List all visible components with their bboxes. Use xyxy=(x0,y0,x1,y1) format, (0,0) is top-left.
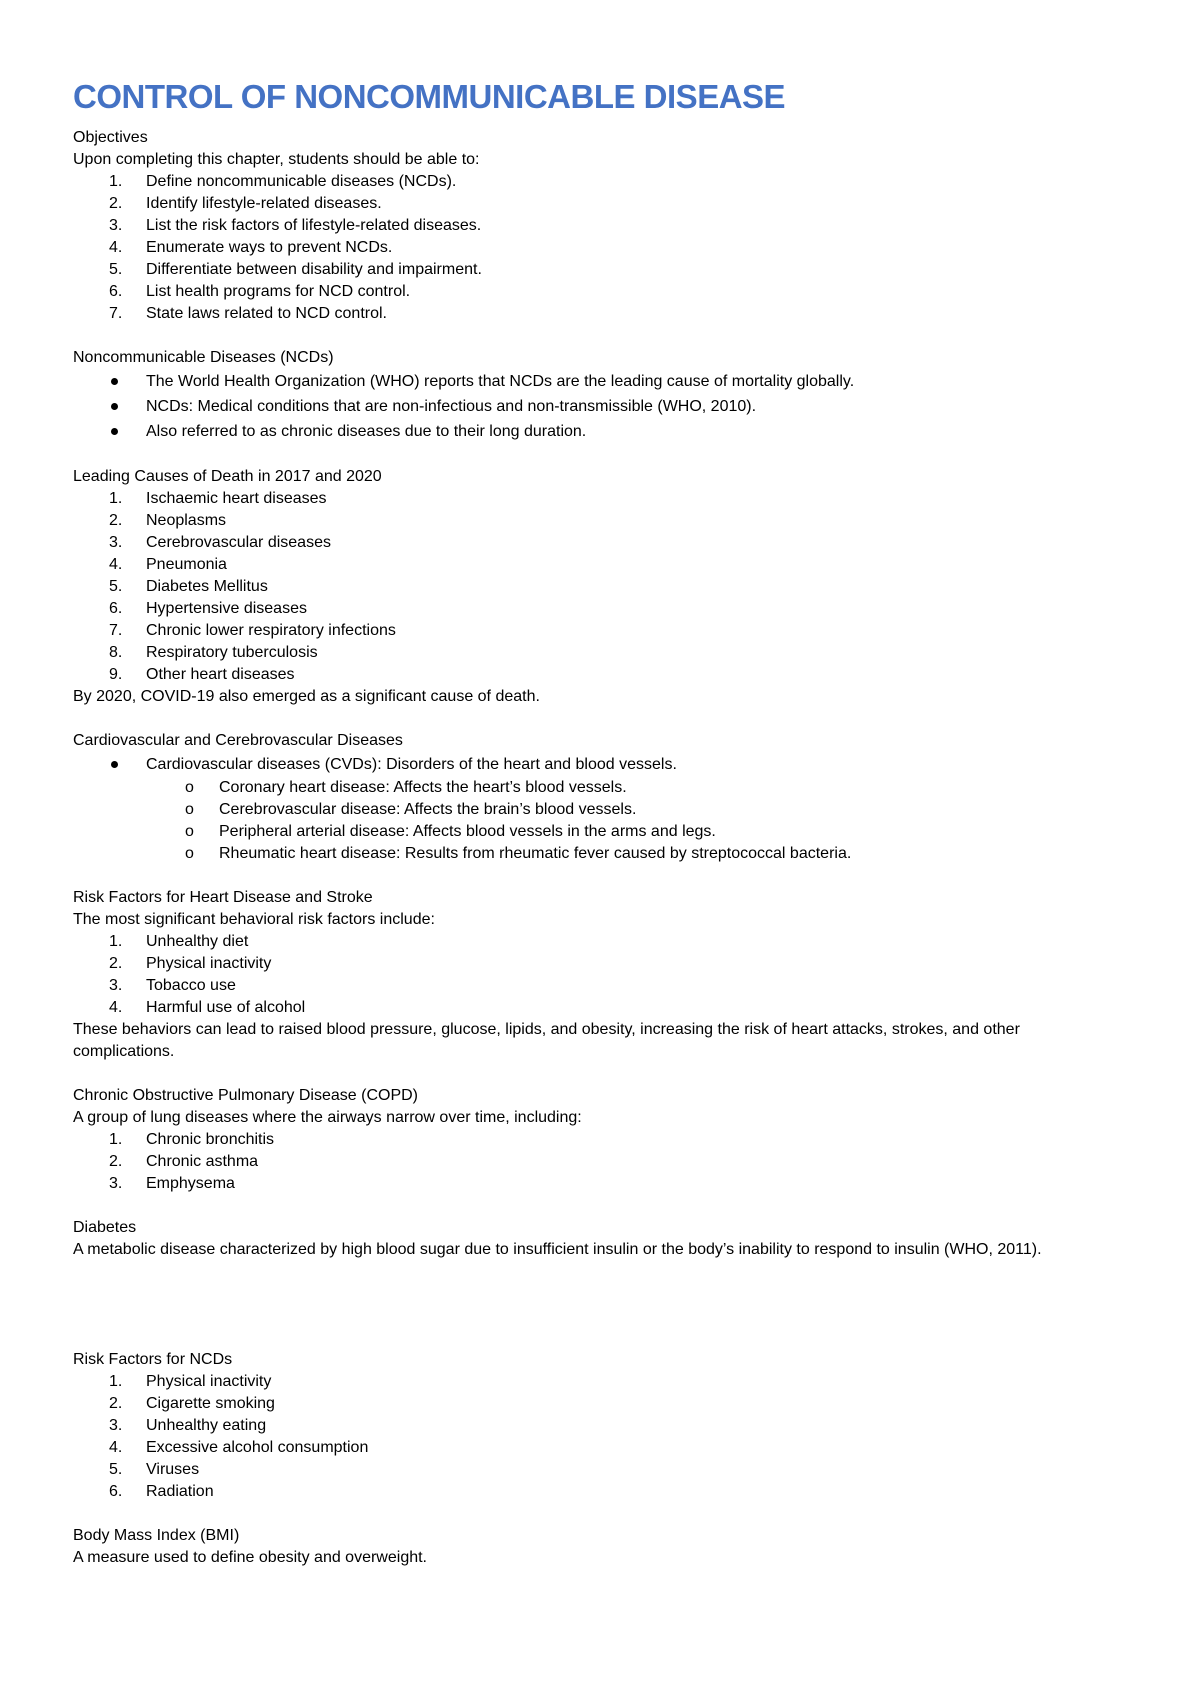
diabetes-heading: Diabetes xyxy=(73,1219,137,1236)
list-text: Tobacco use xyxy=(146,977,236,994)
list-text: List health programs for NCD control. xyxy=(146,283,411,300)
list-text: Emphysema xyxy=(146,1175,235,1192)
list-item xyxy=(73,510,1133,532)
list-item xyxy=(73,193,1133,215)
list-number: 4. xyxy=(109,239,123,256)
cardio-heading: Cardiovascular and Cerebrovascular Diseases xyxy=(73,732,403,749)
list-number: 7. xyxy=(109,622,123,639)
list-item xyxy=(73,1437,1133,1459)
list-text: Chronic lower respiratory infections xyxy=(146,622,396,639)
list-item xyxy=(73,215,1133,237)
risk-ncd-list xyxy=(73,1371,1133,1503)
circle-bullet-icon: o xyxy=(185,823,194,840)
spacer xyxy=(73,865,1133,887)
list-text: Respiratory tuberculosis xyxy=(146,644,318,661)
circle-bullet-icon: o xyxy=(185,801,194,818)
cardio-sub-list xyxy=(73,777,1133,865)
list-text: Unhealthy diet xyxy=(146,933,249,950)
circle-bullet-icon: o xyxy=(185,845,194,862)
list-text: Hypertensive diseases xyxy=(146,600,307,617)
list-text: Radiation xyxy=(146,1483,214,1500)
list-text: State laws related to NCD control. xyxy=(146,305,387,322)
sub-bullet-text: Coronary heart disease: Affects the heart’s blood vessels. xyxy=(219,779,627,796)
ncds-heading: Noncommunicable Diseases (NCDs) xyxy=(73,349,334,366)
spacer xyxy=(73,1063,1133,1085)
sub-bullet-text: Rheumatic heart disease: Results from rheumatic fever caused by streptococcal bacteria. xyxy=(219,845,852,862)
list-item xyxy=(73,171,1133,193)
leading-causes-note: By 2020, COVID-19 also emerged as a significant cause of death. xyxy=(73,688,540,705)
list-text: List the risk factors of lifestyle-related diseases. xyxy=(146,217,482,234)
diabetes-text: A metabolic disease characterized by high blood sugar due to insufficient insulin or the body’s inability to respond to insulin (WHO, 2011). xyxy=(73,1241,1042,1258)
bullet-dot-icon xyxy=(111,761,118,768)
list-number: 2. xyxy=(109,1153,123,1170)
list-item xyxy=(73,237,1133,259)
list-item xyxy=(73,598,1133,620)
list-text: Harmful use of alcohol xyxy=(146,999,306,1016)
list-text: Other heart diseases xyxy=(146,666,295,683)
list-number: 2. xyxy=(109,512,123,529)
list-item xyxy=(73,1415,1133,1437)
spacer xyxy=(73,325,1133,347)
list-item xyxy=(73,1129,1133,1151)
list-text: Pneumonia xyxy=(146,556,227,573)
list-item xyxy=(73,642,1133,664)
sub-bullet-item xyxy=(73,777,1133,799)
list-number: 1. xyxy=(109,1373,123,1390)
list-number: 8. xyxy=(109,644,123,661)
leading-causes-heading: Leading Causes of Death in 2017 and 2020 xyxy=(73,468,382,485)
list-text: Cigarette smoking xyxy=(146,1395,275,1412)
list-number: 3. xyxy=(109,217,123,234)
copd-heading: Chronic Obstructive Pulmonary Disease (COPD) xyxy=(73,1087,418,1104)
spacer xyxy=(73,1503,1133,1525)
sub-bullet-item xyxy=(73,821,1133,843)
document-page xyxy=(73,80,1133,1569)
risk-heart-note: These behaviors can lead to raised blood pressure, glucose, lipids, and obesity, increasing the risk of heart attacks, strokes, and other complications. xyxy=(73,1021,1020,1060)
bmi-heading: Body Mass Index (BMI) xyxy=(73,1527,240,1544)
bullet-item xyxy=(73,419,1133,444)
risk-heart-intro: The most significant behavioral risk factors include: xyxy=(73,911,435,928)
bullet-dot-icon xyxy=(111,403,118,410)
list-item xyxy=(73,997,1133,1019)
ncds-bullet-list xyxy=(73,369,1133,444)
list-number: 3. xyxy=(109,1417,123,1434)
copd-intro: A group of lung diseases where the airways narrow over time, including: xyxy=(73,1109,582,1126)
list-number: 5. xyxy=(109,261,123,278)
list-text: Unhealthy eating xyxy=(146,1417,267,1434)
list-text: Neoplasms xyxy=(146,512,227,529)
list-number: 2. xyxy=(109,955,123,972)
list-number: 3. xyxy=(109,1175,123,1192)
list-item xyxy=(73,554,1133,576)
list-text: Chronic bronchitis xyxy=(146,1131,275,1148)
list-item xyxy=(73,931,1133,953)
list-number: 9. xyxy=(109,666,123,683)
list-text: Differentiate between disability and impairment. xyxy=(146,261,482,278)
spacer xyxy=(73,708,1133,730)
cardio-bullet-list xyxy=(73,752,1133,777)
sub-bullet-item xyxy=(73,843,1133,865)
bullet-item xyxy=(73,394,1133,419)
list-item xyxy=(73,259,1133,281)
list-item xyxy=(73,576,1133,598)
list-number: 6. xyxy=(109,600,123,617)
list-number: 4. xyxy=(109,556,123,573)
list-number: 3. xyxy=(109,977,123,994)
list-item xyxy=(73,664,1133,686)
list-item xyxy=(73,532,1133,554)
list-number: 6. xyxy=(109,283,123,300)
sub-bullet-text: Cerebrovascular disease: Affects the brain’s blood vessels. xyxy=(219,801,637,818)
list-item xyxy=(73,953,1133,975)
list-number: 1. xyxy=(109,933,123,950)
list-text: Physical inactivity xyxy=(146,955,272,972)
list-text: Ischaemic heart diseases xyxy=(146,490,327,507)
list-number: 1. xyxy=(109,173,123,190)
circle-bullet-icon: o xyxy=(185,779,194,796)
list-item xyxy=(73,1481,1133,1503)
objectives-list xyxy=(73,171,1133,325)
copd-list xyxy=(73,1129,1133,1195)
list-text: Enumerate ways to prevent NCDs. xyxy=(146,239,393,256)
list-item xyxy=(73,975,1133,997)
leading-causes-list xyxy=(73,488,1133,686)
list-number: 7. xyxy=(109,305,123,322)
bullet-item xyxy=(73,752,1133,777)
list-item xyxy=(73,303,1133,325)
risk-heart-list xyxy=(73,931,1133,1019)
objectives-intro: Upon completing this chapter, students should be able to: xyxy=(73,151,480,168)
list-number: 2. xyxy=(109,195,123,212)
spacer xyxy=(73,444,1133,466)
list-text: Excessive alcohol consumption xyxy=(146,1439,369,1456)
list-text: Define noncommunicable diseases (NCDs). xyxy=(146,173,457,190)
spacer xyxy=(73,1195,1133,1217)
list-number: 1. xyxy=(109,1131,123,1148)
list-number: 5. xyxy=(109,578,123,595)
bullet-text: Also referred to as chronic diseases due to their long duration. xyxy=(146,423,587,440)
list-item xyxy=(73,1173,1133,1195)
risk-heart-heading: Risk Factors for Heart Disease and Stroke xyxy=(73,889,373,906)
spacer xyxy=(73,1261,1133,1349)
list-text: Physical inactivity xyxy=(146,1373,272,1390)
list-number: 5. xyxy=(109,1461,123,1478)
bullet-dot-icon xyxy=(111,428,118,435)
list-number: 1. xyxy=(109,490,123,507)
list-text: Cerebrovascular diseases xyxy=(146,534,331,551)
list-item xyxy=(73,1459,1133,1481)
list-text: Identify lifestyle-related diseases. xyxy=(146,195,382,212)
document-title: CONTROL OF NONCOMMUNICABLE DISEASE xyxy=(73,78,786,115)
list-number: 2. xyxy=(109,1395,123,1412)
list-item xyxy=(73,620,1133,642)
bullet-text: The World Health Organization (WHO) reports that NCDs are the leading cause of mortality globally. xyxy=(146,373,855,390)
bullet-dot-icon xyxy=(111,378,118,385)
list-item xyxy=(73,1151,1133,1173)
bullet-text: Cardiovascular diseases (CVDs): Disorders of the heart and blood vessels. xyxy=(146,756,677,773)
bullet-item xyxy=(73,369,1133,394)
bmi-text: A measure used to define obesity and overweight. xyxy=(73,1549,427,1566)
sub-bullet-item xyxy=(73,799,1133,821)
list-text: Diabetes Mellitus xyxy=(146,578,268,595)
sub-bullet-text: Peripheral arterial disease: Affects blood vessels in the arms and legs. xyxy=(219,823,716,840)
list-number: 3. xyxy=(109,534,123,551)
risk-ncd-heading: Risk Factors for NCDs xyxy=(73,1351,233,1368)
list-number: 4. xyxy=(109,999,123,1016)
objectives-heading: Objectives xyxy=(73,129,148,146)
list-text: Chronic asthma xyxy=(146,1153,259,1170)
list-text: Viruses xyxy=(146,1461,200,1478)
list-item xyxy=(73,488,1133,510)
list-item xyxy=(73,281,1133,303)
list-item xyxy=(73,1371,1133,1393)
list-number: 6. xyxy=(109,1483,123,1500)
list-item xyxy=(73,1393,1133,1415)
bullet-text: NCDs: Medical conditions that are non-infectious and non-transmissible (WHO, 2010). xyxy=(146,398,757,415)
list-number: 4. xyxy=(109,1439,123,1456)
